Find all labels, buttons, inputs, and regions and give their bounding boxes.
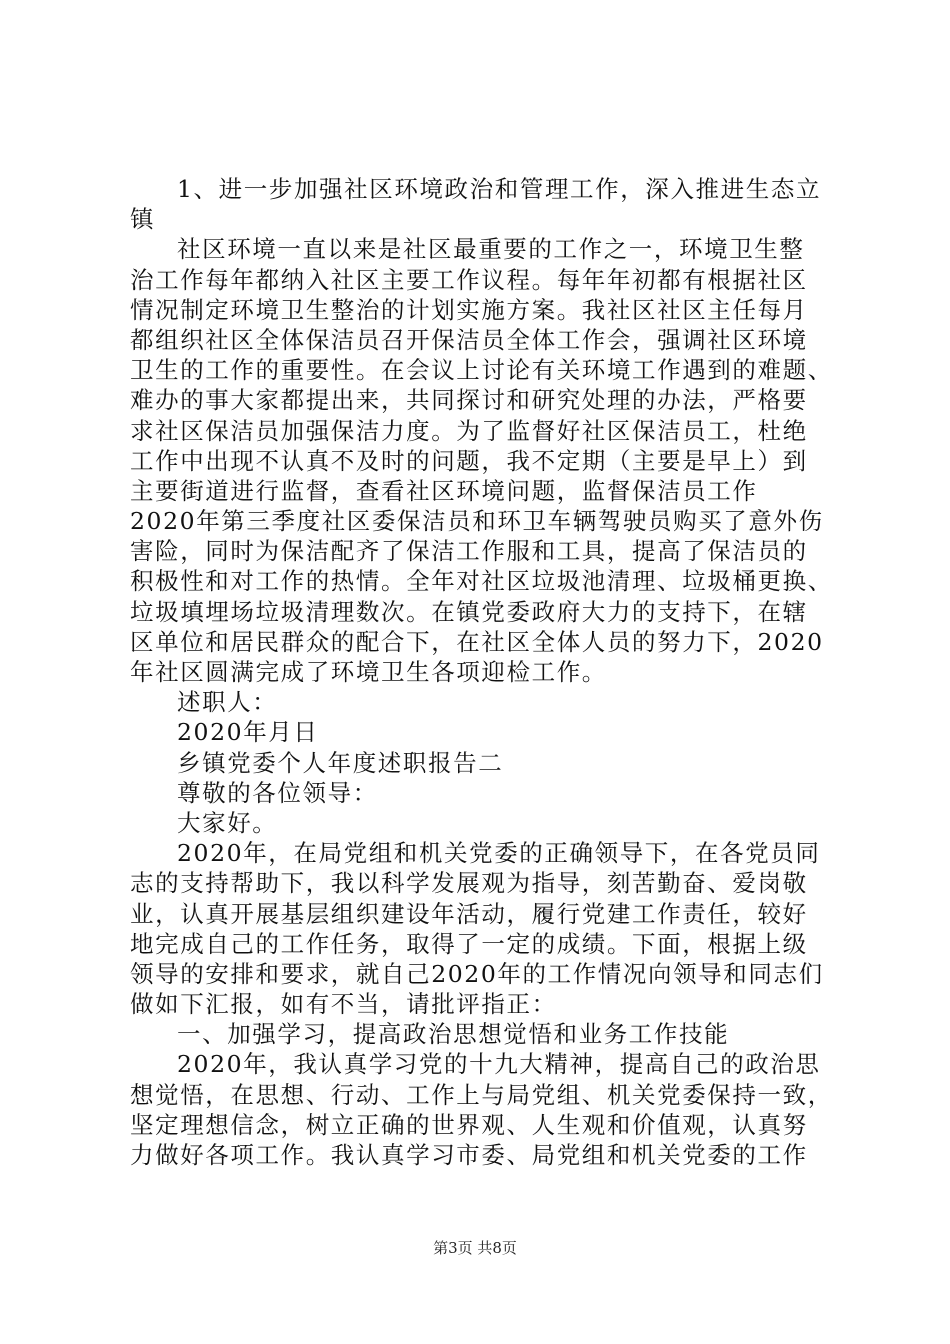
text-line: 想觉悟，在思想、行动、工作上与局党组、机关党委保持一致， xyxy=(130,1080,833,1109)
text-line: 2020年月日 xyxy=(177,718,319,747)
text-line: 坚定理想信念，树立正确的世界观、人生观和价值观，认真努 xyxy=(130,1110,808,1139)
text-line: 乡镇党委个人年度述职报告二 xyxy=(177,748,504,777)
text-line: 都组织社区全体保洁员召开保洁员全体工作会，强调社区环境 xyxy=(130,325,808,354)
text-line: 情况制定环境卫生整治的计划实施方案。我社区社区主任每月 xyxy=(130,295,808,324)
text-line: 社区环境一直以来是社区最重要的工作之一，环境卫生整 xyxy=(177,235,805,264)
text-line: 害险，同时为保洁配齐了保洁工作服和工具，提高了保洁员的 xyxy=(130,537,808,566)
text-line: 业，认真开展基层组织建设年活动，履行党建工作责任，较好 xyxy=(130,899,808,928)
text-line: 主要街道进行监督，查看社区环境问题，监督保洁员工作 xyxy=(130,476,758,505)
text-line: 求社区保洁员加强保洁力度。为了监督好社区保洁员工，杜绝 xyxy=(130,416,808,445)
text-line: 2020年，我认真学习党的十九大精神，提高自己的政治思 xyxy=(177,1050,821,1079)
page-number-footer: 第3页 共8页 xyxy=(433,1239,517,1257)
text-line: 区单位和居民群众的配合下，在社区全体人员的努力下，2020 xyxy=(130,627,824,656)
text-line: 一、加强学习，提高政治思想觉悟和业务工作技能 xyxy=(177,1020,730,1049)
text-line: 大家好。 xyxy=(177,808,278,837)
text-line: 治工作每年都纳入社区主要工作议程。每年年初都有根据社区 xyxy=(130,265,808,294)
text-line: 垃圾填埋场垃圾清理数次。在镇党委政府大力的支持下，在辖 xyxy=(130,597,808,626)
text-line: 领导的安排和要求，就自己2020年的工作情况向领导和同志们 xyxy=(130,959,824,988)
text-line: 工作中出现不认真不及时的问题，我不定期（主要是早上）到 xyxy=(130,446,808,475)
document-body xyxy=(130,174,833,1170)
text-line: 述职人： xyxy=(177,688,278,717)
text-line: 镇 xyxy=(130,205,156,234)
text-line: 地完成自己的工作任务，取得了一定的成绩。下面，根据上级 xyxy=(130,929,808,958)
text-line: 1、进一步加强社区环境政治和管理工作，深入推进生态立 xyxy=(177,175,822,203)
text-line: 尊敬的各位领导： xyxy=(177,778,378,807)
text-line: 做如下汇报，如有不当，请批评指正： xyxy=(130,990,557,1019)
text-line: 2020年，在局党组和机关党委的正确领导下，在各党员同 xyxy=(177,839,821,868)
text-line: 力做好各项工作。我认真学习市委、局党组和机关党委的工作 xyxy=(130,1141,808,1169)
text-line: 志的支持帮助下，我以科学发展观为指导，刻苦勤奋、爱岗敬 xyxy=(130,869,808,898)
text-line: 难办的事大家都提出来，共同探讨和研究处理的办法，严格要 xyxy=(130,386,808,415)
text-line: 年社区圆满完成了环境卫生各项迎检工作。 xyxy=(130,658,607,686)
text-line: 卫生的工作的重要性。在会议上讨论有关环境工作遇到的难题、 xyxy=(130,356,833,385)
text-line: 积极性和对工作的热情。全年对社区垃圾池清理、垃圾桶更换、 xyxy=(130,567,833,596)
text-line: 2020年第三季度社区委保洁员和环卫车辆驾驶员购买了意外伤 xyxy=(130,507,824,536)
